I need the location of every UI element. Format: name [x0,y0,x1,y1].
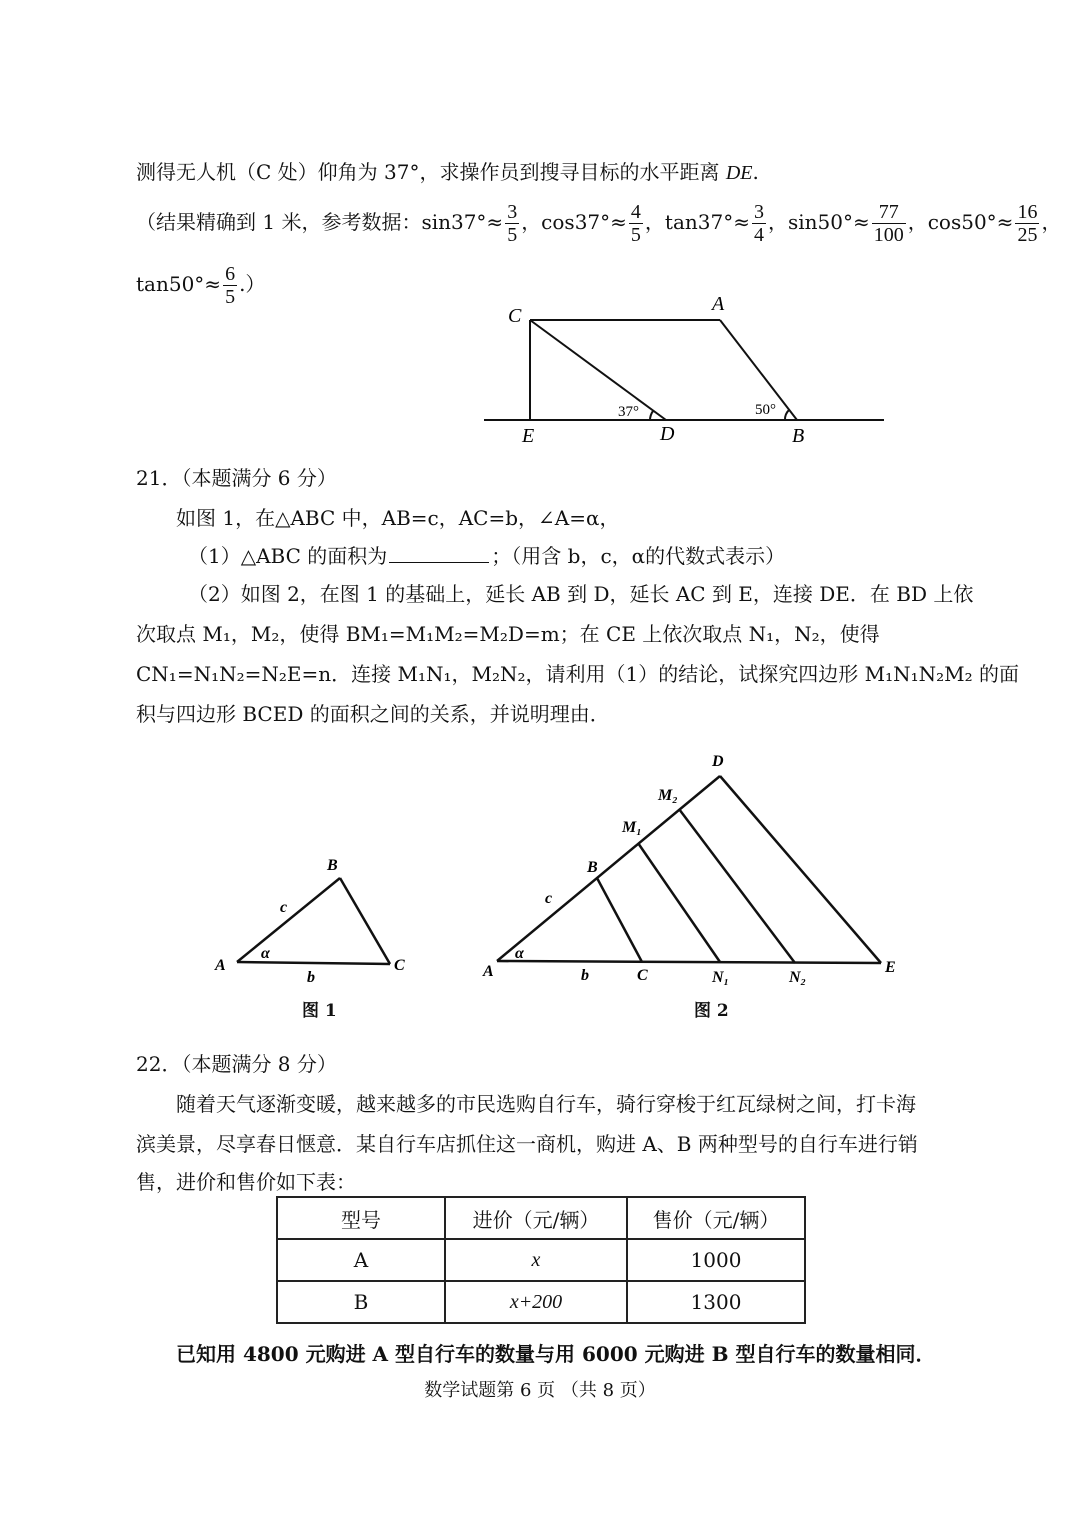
ref-sin50-label: ，sin50°≈ [767,210,870,234]
segment-cd [530,320,666,420]
frac-sin50-num: 77 [872,201,906,224]
segment-bc-fig1 [340,878,390,964]
label-n1-fig2: N₁ [712,969,730,986]
frac-tan37 [752,201,766,246]
table-cell: 1300 [627,1281,805,1323]
q21-figure-1 [205,850,425,990]
q21-part1-suffix: ；（用含 b，c，α的代数式表示） [491,544,786,568]
q22-known: 已知用 4800 元购进 A 型自行车的数量与用 6000 元购进 B 型自行车的数量相同． [176,1342,936,1366]
q20-reference-data-2 [136,260,265,308]
q21-part2-line1: （2）如图 2，在图 1 的基础上，延长 AB 到 D，延长 AC 到 E，连接 DE．在 BD 上依 [188,582,974,606]
frac-cos50-den: 25 [1017,224,1038,246]
frac-tan50 [223,263,237,308]
table-cell: x+200 [445,1281,627,1323]
ref-prefix: （结果精确到 1 米，参考数据：sin37°≈ [136,210,504,234]
frac-tan50-den: 5 [225,286,236,308]
q20-line-1-text: 测得无人机（C 处）仰角为 37°，求操作员到搜寻目标的水平距离 [136,160,726,184]
q21-part2-line3: CN₁=N₁N₂=N₂E=n．连接 M₁N₁，M₂N₂，请利用（1）的结论，试探究四边形 M₁N₁N₂M₂ 的面 [136,662,1019,686]
label-side-b-fig2: b [581,967,589,984]
table-header-cost: 进价（元/辆） [445,1197,627,1239]
q21-header: 21．（本题满分 6 分） [136,466,337,490]
frac-tan37-den: 4 [753,224,764,246]
label-b-fig2: B [587,859,598,876]
frac-cos37 [629,201,643,246]
label-n2-fig2: N₂ [789,969,807,986]
ref-tan50-label: tan50°≈ [136,272,222,296]
label-m2-fig2: M₂ [658,787,678,804]
segment-ad [497,776,720,961]
table-cell: B [277,1281,445,1323]
answer-blank[interactable] [389,542,489,563]
segment-de [720,776,881,963]
label-c-fig2: C [637,967,648,984]
q22-para-line2: 滨美景，尽享春日惬意．某自行车店抓住这一商机，购进 A、B 两种型号的自行车进行销 [136,1132,918,1156]
segment-m1n1 [638,843,720,962]
segment-ae [497,961,881,963]
q20-figure [470,290,900,450]
page-footer: 数学试题第 6 页 （共 8 页） [424,1380,656,1401]
angle-arc-d [650,411,653,420]
table-row [277,1239,805,1281]
label-c-q20: C [508,305,522,327]
label-a-fig2: A [483,963,494,980]
segment-ac-fig1 [237,962,390,964]
label-alpha-fig2: α [515,945,524,962]
label-side-c-fig1: c [280,899,288,916]
q20-reference-data [136,198,1061,246]
table-cell: x [445,1239,627,1281]
segment-m2n2 [679,809,795,963]
ref-line3-end: .） [239,272,266,296]
segment-bc [597,878,642,962]
frac-sin37-den: 5 [507,224,518,246]
table-header-row [277,1197,805,1239]
q22-header: 22．（本题满分 8 分） [136,1052,337,1076]
frac-tan50-num: 6 [225,263,236,285]
q20-line-1-end: . [752,160,759,184]
label-b-q20: B [792,425,805,447]
table-row [277,1281,805,1323]
frac-sin50-den: 100 [873,224,904,246]
q20-line-1 [136,158,759,187]
q21-part1 [188,542,785,570]
label-side-c-fig2: c [545,890,553,907]
q21-part2-line2: 次取点 M₁，M₂，使得 BM₁=M₁M₂=M₂D=m；在 CE 上依次取点 N₁，N₂，使得 [136,622,880,646]
label-b-fig1: B [327,857,338,874]
q21-part1-prefix: （1）△ABC 的面积为 [188,544,388,568]
price-table [276,1196,806,1324]
angle-label-50: 50° [755,402,776,418]
label-d-q20: D [660,423,675,445]
frac-tan37-num: 3 [753,201,764,223]
frac-cos50-num: 16 [1017,201,1038,223]
label-e-q20: E [522,425,535,447]
ref-line2-end: ， [1041,210,1062,234]
q22-para-line1: 随着天气逐渐变暖，越来越多的市民选购自行车，骑行穿梭于红瓦绿树之间，打卡海 [176,1092,916,1116]
label-a-q20: A [712,293,725,315]
table-cell: A [277,1239,445,1281]
frac-cos37-den: 5 [630,224,641,246]
label-m1-fig2: M₁ [622,819,642,836]
frac-sin37-num: 3 [507,201,518,223]
angle-arc-b [785,410,789,420]
q20-var-de: DE [725,162,753,184]
label-alpha-fig1: α [261,945,270,962]
frac-cos50 [1015,201,1039,246]
label-a-fig1: A [215,957,226,974]
ref-cos37-label: ，cos37°≈ [521,210,627,234]
table-header-sale: 售价（元/辆） [627,1197,805,1239]
frac-sin37 [505,201,519,246]
fig2-caption: 图 2 [694,1001,729,1021]
label-c-fig1: C [394,957,405,974]
ref-cos50-label: ，cos50°≈ [907,210,1014,234]
ref-tan37-label: ，tan37°≈ [644,210,750,234]
fig1-caption: 图 1 [302,1001,337,1021]
table-header-model: 型号 [277,1197,445,1239]
label-d-fig2: D [712,753,724,770]
q21-part2-line4: 积与四边形 BCED 的面积之间的关系，并说明理由． [136,702,610,726]
frac-cos37-num: 4 [630,201,641,223]
label-e-fig2: E [885,959,896,976]
angle-label-37: 37° [618,404,639,420]
label-side-b-fig1: b [307,969,315,986]
segment-ab-fig1 [237,878,340,962]
q21-figure-2 [475,748,915,988]
q22-para-line3: 售，进价和售价如下表： [136,1170,356,1194]
table-cell: 1000 [627,1239,805,1281]
q21-intro: 如图 1，在△ABC 中，AB=c，AC=b，∠A=α， [176,506,620,530]
frac-sin50 [872,201,906,246]
